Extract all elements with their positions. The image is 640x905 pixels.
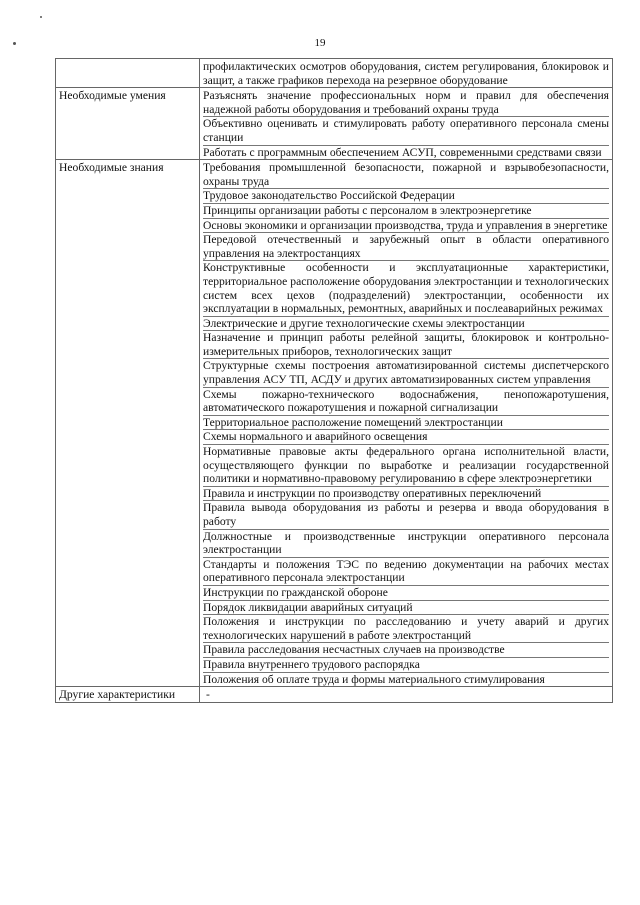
table-row xyxy=(56,160,613,687)
scan-speck xyxy=(40,16,42,18)
list-item: профилактических осмотров оборудования, систем регулирования, блокировок и защит, а также графиков перехода на резервное оборудование xyxy=(203,60,609,87)
list-item: Структурные схемы построения автоматизированной системы диспетчерского управления АСУ ТП, АСДУ и других автоматизированных систем управления xyxy=(203,359,609,387)
row-label xyxy=(56,59,200,88)
list-item: Трудовое законодательство Российской Федерации xyxy=(203,189,609,204)
row-content xyxy=(200,88,613,160)
list-item: Нормативные правовые акты федерального органа исполнительной власти, осуществляющего функции по выработке и реализации государственной политики и нормативно-правовому регулированию в сфере электроэнергетики xyxy=(203,445,609,486)
list-item: Правила расследования несчастных случаев на производстве xyxy=(203,643,609,658)
list-item: Территориальное расположение помещений электростанции xyxy=(203,416,609,431)
list-item: Основы экономики и организации производства, труда и управления в энергетике xyxy=(203,218,608,232)
list-item: Конструктивные особенности и эксплуатационные характеристики, территориальное расположение оборудования электростанции и технологических систем всех цехов (подразделений) электростанции, особенности их эксплуатации в нормальных, ремонтных, аварийных и послеаварийных режимах xyxy=(203,261,609,316)
list-item: Схемы нормального и аварийного освещения xyxy=(203,430,609,445)
page-number: 19 xyxy=(314,37,326,49)
row-label: Необходимые знания xyxy=(56,160,200,687)
list-item: Схемы пожарно-технического водоснабжения, пенопожаротушения, автоматического пожаротушения и пожарной сигнализации xyxy=(203,387,609,415)
list-item: Работать с программным обеспечением АСУП, современными средствами связи xyxy=(203,145,602,159)
list-item: Положения и инструкции по расследованию и учету аварий и других технологических нарушений в работе электростанций xyxy=(203,615,609,642)
list-item: Передовой отечественный и зарубежный опыт в области оперативного управления на электростанциях xyxy=(203,233,609,260)
list-item: Правила внутреннего трудового распорядка xyxy=(203,658,609,673)
list-item: Принципы организации работы с персоналом в электроэнергетике xyxy=(203,204,609,219)
list-item: Назначение и принцип работы релейной защиты, блокировок и контрольно-измерительных приборов, технологических защит xyxy=(203,331,609,358)
list-item: Инструкции по гражданской обороне xyxy=(203,586,609,601)
row-content xyxy=(200,687,613,703)
list-item: Порядок ликвидации аварийных ситуаций xyxy=(203,601,609,616)
list-item: Объективно оценивать и стимулировать работу оперативного персонала смены станции xyxy=(203,117,609,144)
table-row xyxy=(56,59,613,88)
qualification-table xyxy=(55,58,613,703)
table-row xyxy=(56,88,613,160)
list-item: - xyxy=(206,688,210,702)
list-item: Стандарты и положения ТЭС по ведению документации на рабочих местах оперативного персонала электростанции xyxy=(203,557,609,585)
row-content xyxy=(200,160,613,687)
list-item: Разъяснять значение профессиональных норм и правил для обеспечения надежной работы оборудования и требований охраны труда xyxy=(203,89,609,116)
list-item: Требования промышленной безопасности, пожарной и взрывобезопасности, охраны труда xyxy=(203,161,609,188)
row-label: Другие характеристики xyxy=(56,687,200,703)
list-item: Должностные и производственные инструкции оперативного персонала электростанции xyxy=(203,529,609,557)
list-item: Правила вывода оборудования из работы и резерва и ввода оборудования в работу xyxy=(203,501,609,528)
row-content xyxy=(200,59,613,88)
table-row xyxy=(56,687,613,703)
list-item: Положения об оплате труда и формы материального стимулирования xyxy=(203,672,545,686)
list-item: Правила и инструкции по производству оперативных переключений xyxy=(203,487,609,502)
row-label: Необходимые умения xyxy=(56,88,200,160)
list-item: Электрические и другие технологические схемы электростанции xyxy=(203,317,609,332)
